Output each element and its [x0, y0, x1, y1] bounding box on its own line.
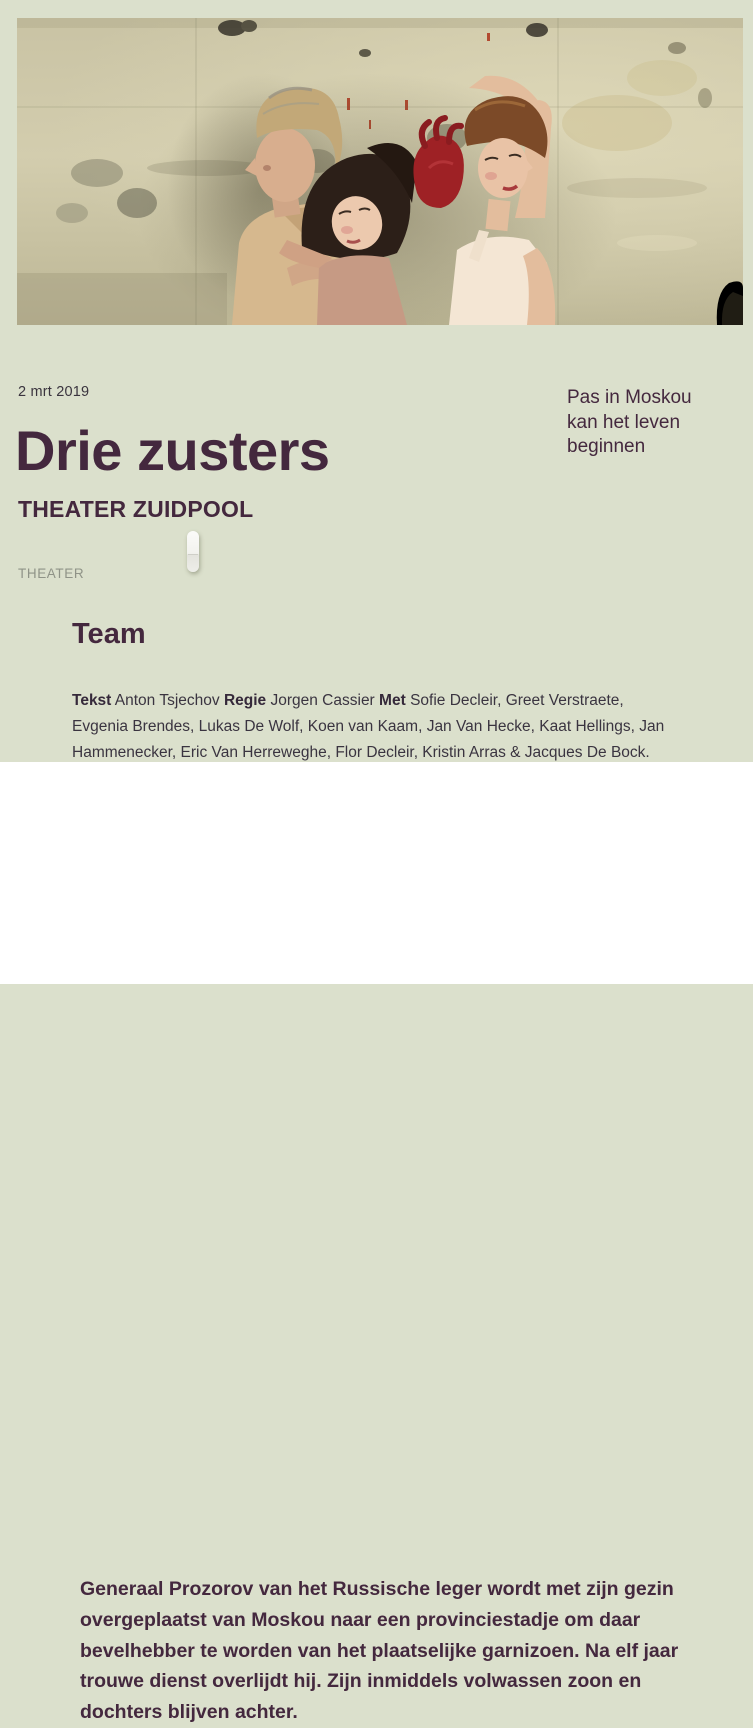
credit-value-tekst: Anton Tsjechov	[114, 692, 220, 709]
credit-label-regie: Regie	[223, 692, 267, 709]
scroll-cursor-icon	[187, 531, 199, 572]
hero-image	[17, 18, 743, 325]
pull-quote: Pas in Moskou kan het leven beginnen	[567, 387, 692, 457]
category-label: THEATER	[18, 566, 85, 581]
team-heading: Team	[72, 618, 146, 650]
production-photo	[17, 18, 743, 325]
article-date: 2 mrt 2019	[18, 384, 90, 400]
synopsis-text: Generaal Prozorov van het Russische leger wordt met zijn gezin overgeplaatst van Moskou naar een provinciestadje om daar bevelhebber te worden van het plaatselijke garnizoen. Na elf jaar trouwe dienst overlijdt hij. Zijn inmiddels volwassen zoon en dochters blijven achter.	[80, 1578, 679, 1724]
team-credits	[72, 688, 676, 765]
company-name: THEATER ZUIDPOOL	[18, 496, 254, 522]
credit-label-tekst: Tekst	[72, 692, 112, 709]
credit-value-regie: Jorgen Cassier	[270, 692, 375, 709]
credit-label-met: Met	[379, 692, 406, 709]
page-title: Drie zusters	[15, 419, 330, 482]
synopsis-section	[0, 762, 753, 1724]
credit-value-met: Sofie Decleir, Greet Verstraete, Evgenia Brendes, Lukas De Wolf, Koen van Kaam, Jan Van Hecke, Kaat Hellings, Jan Hammenecker, Eric Van Herreweghe, Flor Decleir, Kristin Arras & Jacques De Bock.	[72, 692, 665, 761]
